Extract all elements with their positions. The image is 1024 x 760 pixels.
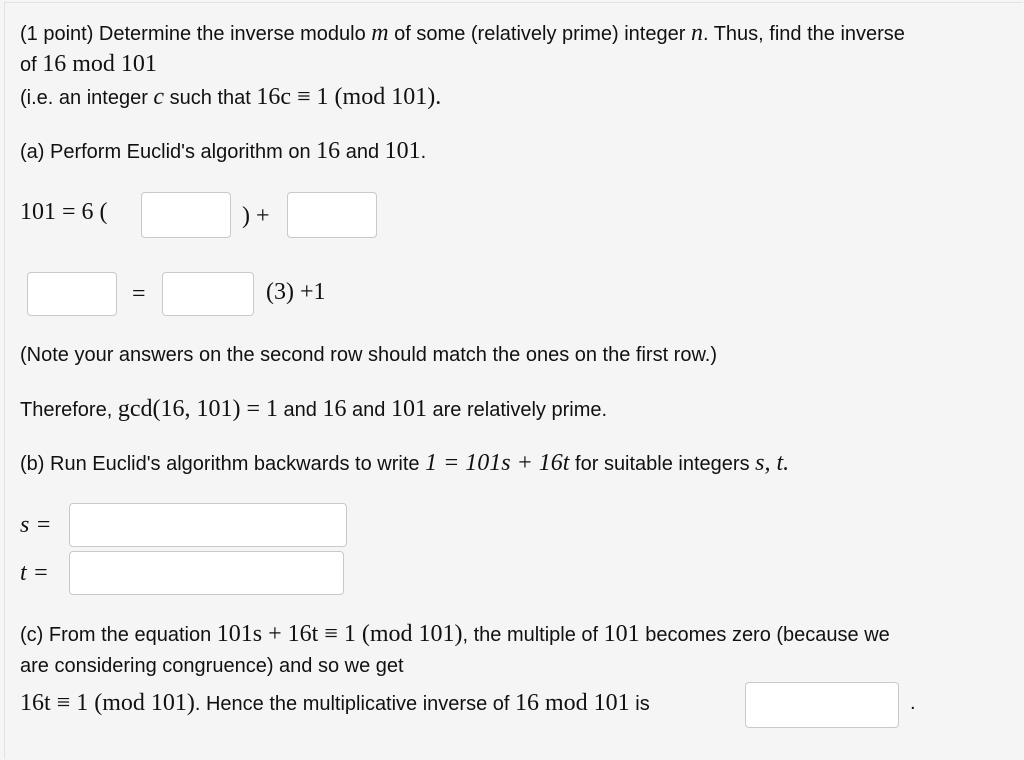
- inverse-input[interactable]: [745, 682, 899, 728]
- t-label: t =: [20, 560, 49, 586]
- euclid-row2-blank1[interactable]: [27, 272, 117, 316]
- therefore-text: Therefore,: [20, 399, 118, 421]
- num-16: 16: [322, 396, 347, 422]
- part-c-line3: [20, 690, 650, 717]
- part-a-text: (a) Perform Euclid's algorithm on: [20, 141, 317, 163]
- var-n: n: [690, 20, 703, 46]
- part-c-text: becomes zero (because we: [639, 624, 890, 646]
- part-b-text: for suitable integers: [569, 453, 756, 475]
- congruence-math: 16c ≡ 1 (mod 101).: [256, 84, 442, 110]
- euclid-row2-right: (3) +1: [266, 279, 326, 305]
- part-c-line1: [20, 621, 890, 648]
- num-16: 16: [316, 138, 341, 164]
- part-a-heading: [20, 138, 426, 165]
- s-label: s =: [20, 512, 52, 538]
- therefore-text: and: [346, 399, 391, 421]
- euclid-row1-left: 101 = 6 (: [20, 199, 108, 225]
- congruence-math: 101s + 16t ≡ 1 (mod 101): [216, 621, 463, 647]
- euclid-row1-mid: [242, 203, 270, 230]
- part-b-heading: [20, 450, 789, 477]
- intro-text: of some (relatively prime) integer: [388, 23, 691, 45]
- part-c-text: . Hence the multiplicative inverse of: [194, 693, 516, 715]
- congruence-math: 16t ≡ 1 (mod 101): [20, 690, 195, 716]
- intro-text: (i.e. an integer: [20, 87, 154, 109]
- euclid-row2-equals: =: [132, 281, 146, 307]
- part-a-text: and: [340, 141, 385, 163]
- gcd-math: gcd(16, 101) = 1: [117, 396, 278, 422]
- problem-statement-line1: [20, 20, 905, 47]
- bezout-math: 1 = 101s + 16t: [425, 450, 570, 476]
- therefore-text: and: [278, 399, 323, 421]
- vars-s-t: s, t.: [755, 450, 790, 476]
- euclid-row2-blank2[interactable]: [162, 272, 254, 316]
- var-c: c: [153, 84, 165, 110]
- part-b-text: (b) Run Euclid's algorithm backwards to write: [20, 453, 426, 475]
- intro-text: of: [20, 54, 43, 76]
- row1-mid-text: ) +: [242, 203, 270, 229]
- part-c-text: is: [629, 693, 650, 715]
- part-c-text: , the multiple of: [462, 624, 604, 646]
- s-input[interactable]: [69, 503, 347, 547]
- therefore-line: [20, 396, 607, 423]
- part-c-line2: are considering congruence) and so we get: [20, 655, 404, 677]
- problem-statement-line3: [20, 84, 441, 111]
- part-a-text: .: [420, 141, 427, 163]
- euclid-row1-blank1[interactable]: [141, 192, 231, 238]
- num-101: 101: [603, 621, 640, 647]
- num-101: 101: [384, 138, 421, 164]
- mod-math: 16 mod 101: [515, 690, 630, 716]
- final-period: .: [910, 692, 916, 714]
- note-text: (Note your answers on the second row should match the ones on the first row.): [20, 344, 718, 366]
- intro-text: . Thus, find the inverse: [702, 23, 905, 45]
- intro-math: 16 mod 101: [42, 51, 157, 77]
- var-m: m: [371, 20, 389, 46]
- num-101: 101: [390, 396, 427, 422]
- t-input[interactable]: [69, 551, 344, 595]
- euclid-row1-blank2[interactable]: [287, 192, 377, 238]
- therefore-text: are relatively prime.: [426, 399, 608, 421]
- intro-text: (1 point) Determine the inverse modulo: [20, 23, 372, 45]
- intro-text: such that: [164, 87, 257, 109]
- part-c-text: (c) From the equation: [20, 624, 217, 646]
- problem-statement-line2: [20, 51, 157, 78]
